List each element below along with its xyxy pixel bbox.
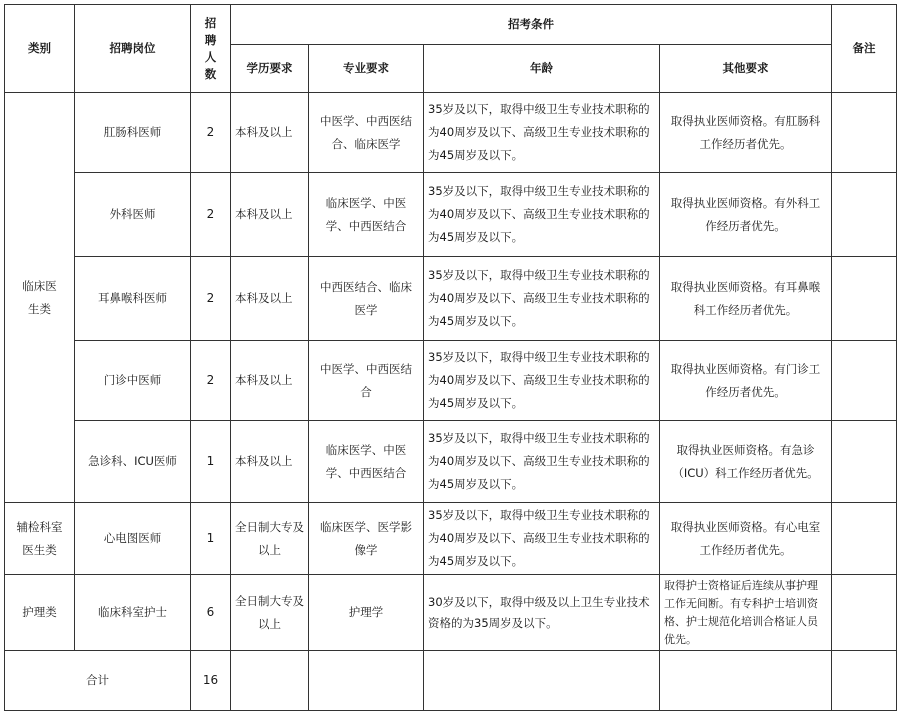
cell-remark [832,257,897,341]
cell-age: 30岁及以下，取得中级及以上卫生专业技术资格的为35周岁及以下。 [424,575,660,651]
cell-age: 35岁及以下，取得中级卫生专业技术职称的为40周岁及以下、高级卫生专业技术职称的为45周岁及以下。 [424,341,660,421]
group-clinical: 临床医生类 [5,93,75,503]
table-row [5,257,897,341]
cell-position: 外科医师 [75,173,191,257]
cell-age: 35岁及以下，取得中级卫生专业技术职称的为40周岁及以下、高级卫生专业技术职称的为45周岁及以下。 [424,173,660,257]
cell-remark [832,173,897,257]
table-row [5,93,897,173]
cell-other: 取得执业医师资格。有外科工作经历者优先。 [660,173,832,257]
recruitment-table [4,4,897,711]
cell-major: 护理学 [309,575,424,651]
table-row [5,421,897,503]
header-age: 年龄 [424,45,660,93]
table-row [5,575,897,651]
cell-major: 中医学、中西医结合 [309,341,424,421]
total-empty [231,651,309,711]
cell-major: 中医学、中西医结合、临床医学 [309,93,424,173]
cell-position: 肛肠科医师 [75,93,191,173]
header-remark: 备注 [832,5,897,93]
cell-education: 全日制大专及以上 [231,575,309,651]
cell-remark [832,421,897,503]
table-row [5,341,897,421]
cell-major: 中西医结合、临床医学 [309,257,424,341]
group-auxiliary: 辅检科室医生类 [5,503,75,575]
header-other: 其他要求 [660,45,832,93]
cell-education: 本科及以上 [231,93,309,173]
total-empty [660,651,832,711]
cell-other: 取得执业医师资格。有心电室工作经历者优先。 [660,503,832,575]
header-count: 招聘人数 [191,5,231,93]
cell-count: 1 [191,421,231,503]
cell-education: 本科及以上 [231,341,309,421]
cell-age: 35岁及以下，取得中级卫生专业技术职称的为40周岁及以下、高级卫生专业技术职称的为45周岁及以下。 [424,257,660,341]
cell-age: 35岁及以下，取得中级卫生专业技术职称的为40周岁及以下、高级卫生专业技术职称的为45周岁及以下。 [424,93,660,173]
header-major: 专业要求 [309,45,424,93]
cell-count: 2 [191,93,231,173]
cell-count: 6 [191,575,231,651]
cell-remark [832,575,897,651]
cell-position: 急诊科、ICU医师 [75,421,191,503]
cell-count: 1 [191,503,231,575]
cell-remark [832,341,897,421]
cell-other: 取得执业医师资格。有耳鼻喉科工作经历者优先。 [660,257,832,341]
table-row [5,173,897,257]
cell-education: 本科及以上 [231,257,309,341]
cell-education: 本科及以上 [231,421,309,503]
table-row [5,503,897,575]
header-category: 类别 [5,5,75,93]
total-row [5,651,897,711]
total-empty [309,651,424,711]
header-position: 招聘岗位 [75,5,191,93]
cell-age: 35岁及以下，取得中级卫生专业技术职称的为40周岁及以下、高级卫生专业技术职称的为45周岁及以下。 [424,421,660,503]
total-empty [424,651,660,711]
total-empty [832,651,897,711]
cell-other: 取得护士资格证后连续从事护理工作无间断。有专科护士培训资格、护士规范化培训合格证人员优先。 [660,575,832,651]
cell-count: 2 [191,341,231,421]
cell-major: 临床医学、中医学、中西医结合 [309,421,424,503]
cell-other: 取得执业医师资格。有急诊（ICU）科工作经历者优先。 [660,421,832,503]
cell-other: 取得执业医师资格。有门诊工作经历者优先。 [660,341,832,421]
cell-count: 2 [191,173,231,257]
header-conditions: 招考条件 [231,5,832,45]
cell-major: 临床医学、中医学、中西医结合 [309,173,424,257]
cell-age: 35岁及以下，取得中级卫生专业技术职称的为40周岁及以下、高级卫生专业技术职称的为45周岁及以下。 [424,503,660,575]
cell-position: 心电图医师 [75,503,191,575]
cell-education: 本科及以上 [231,173,309,257]
cell-other: 取得执业医师资格。有肛肠科工作经历者优先。 [660,93,832,173]
cell-major: 临床医学、医学影像学 [309,503,424,575]
cell-position: 临床科室护士 [75,575,191,651]
cell-education: 全日制大专及以上 [231,503,309,575]
total-count: 16 [191,651,231,711]
cell-count: 2 [191,257,231,341]
cell-position: 门诊中医师 [75,341,191,421]
header-education: 学历要求 [231,45,309,93]
cell-remark [832,503,897,575]
total-label: 合计 [5,651,191,711]
group-nursing: 护理类 [5,575,75,651]
cell-remark [832,93,897,173]
cell-position: 耳鼻喉科医师 [75,257,191,341]
